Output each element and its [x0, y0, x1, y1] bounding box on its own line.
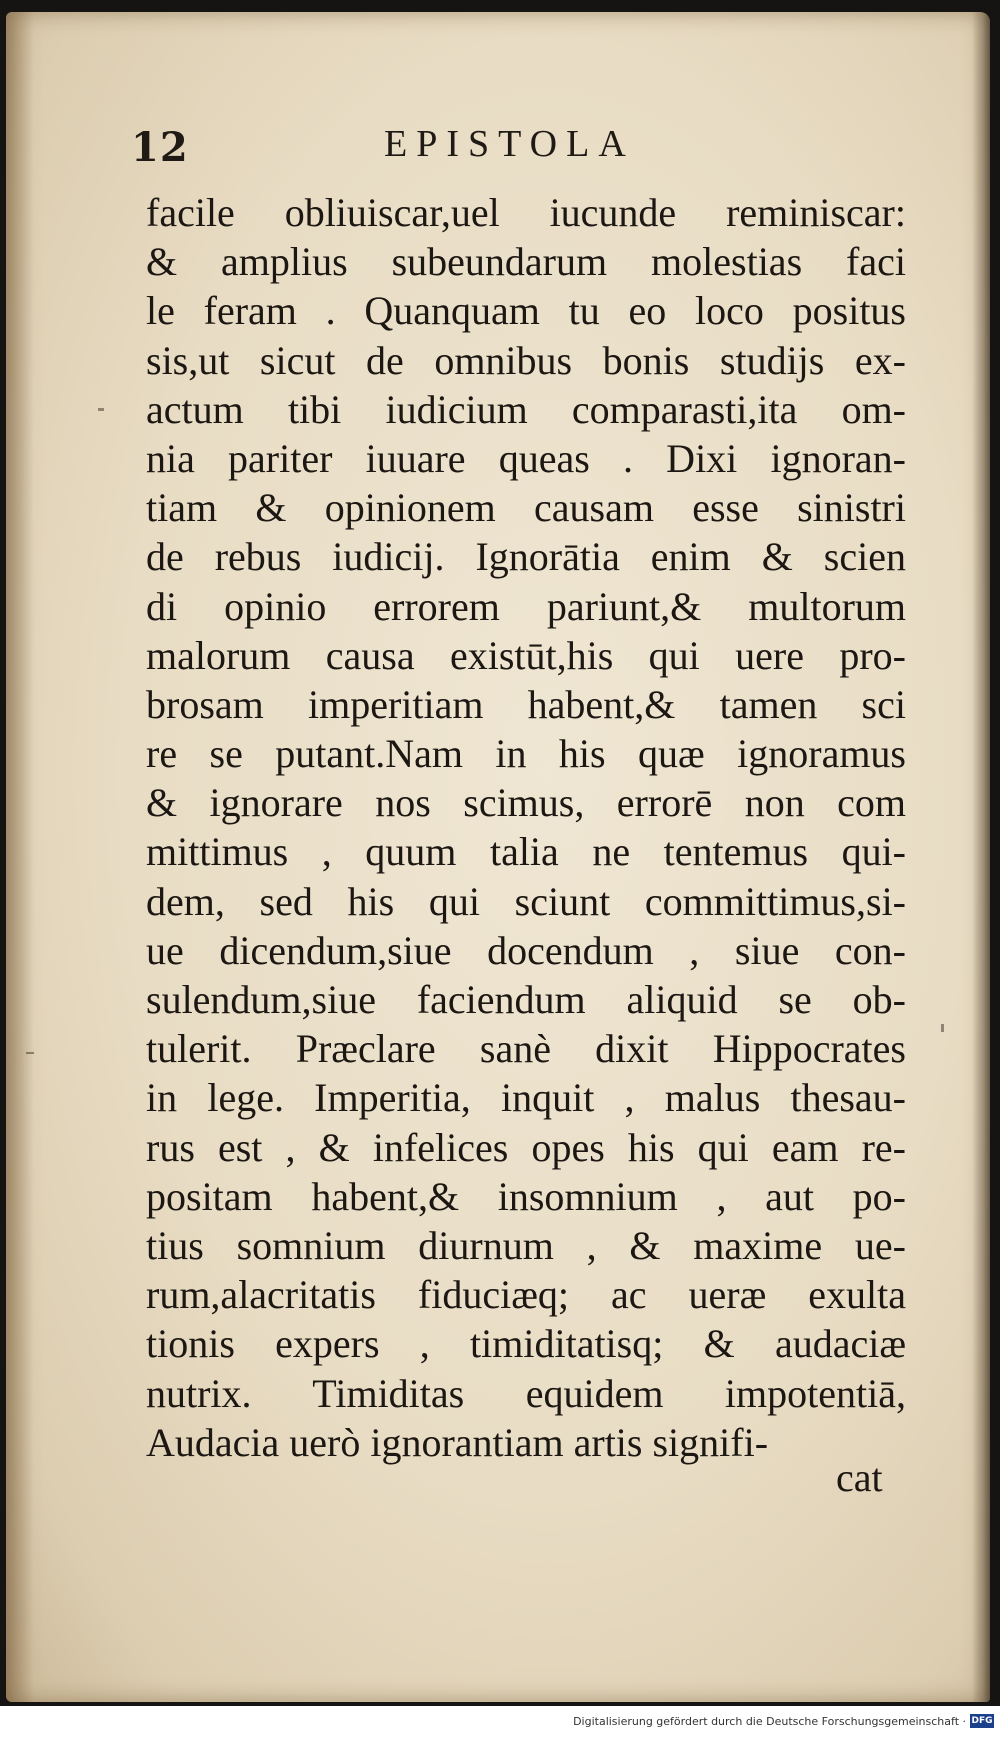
- text-line: dem, sed his qui sciunt committimus,si-: [146, 878, 906, 924]
- text-line: & amplius subeundarum molestias faci: [146, 239, 906, 285]
- text-line: rus est , & infelices opes his qui eam re-: [146, 1124, 906, 1170]
- text-line: rum,alacritatis fiduciæq; ac ueræ exulta: [146, 1272, 906, 1318]
- text-line: tulerit. Præclare sanè dixit Hippocrates: [146, 1026, 906, 1072]
- text-line: in lege. Imperitia, inquit , malus thesau-: [146, 1075, 906, 1121]
- text-line: sis,ut sicut de omnibus bonis studijs ex-: [146, 337, 906, 383]
- catchword: cat: [836, 1455, 883, 1500]
- gutter-shadow: [6, 12, 34, 1702]
- text-line: le feram . Quanquam tu eo loco positus: [146, 288, 906, 334]
- page-number: 12: [131, 124, 189, 171]
- text-line: & ignorare nos scimus, errorē non com: [146, 780, 906, 826]
- running-title: EPISTOLA: [384, 123, 635, 165]
- ink-speck: [26, 1052, 34, 1054]
- text-line: ue dicendum,siue docendum , siue con-: [146, 927, 906, 973]
- text-line: sulendum,siue faciendum aliquid se ob-: [146, 977, 906, 1022]
- text-line: positam habent,& insomnium , aut po-: [146, 1173, 906, 1219]
- text-line: malorum causa existūt,his qui uere pro-: [146, 632, 906, 678]
- dfg-logo: DFG: [971, 1716, 993, 1726]
- text-line: mittimus , quum talia ne tentemus qui-: [146, 829, 906, 875]
- text-line: brosam imperitiam habent,& tamen sci: [146, 681, 906, 727]
- body-text: [146, 188, 906, 1467]
- text-line: actum tibi iudicium comparasti,ita om-: [146, 386, 906, 432]
- running-head: [6, 116, 990, 172]
- ink-speck: [98, 408, 104, 411]
- text-line: nia pariter iuuare queas . Dixi ignoran-: [146, 435, 906, 481]
- text-line: nutrix. Timiditas equidem impotentiā,: [146, 1370, 906, 1416]
- text-line: Audacia uerò ignorantiam artis signifi-: [146, 1419, 769, 1465]
- ink-speck: [941, 1024, 944, 1032]
- text-line: de rebus iudicij. Ignorātia enim & scien: [146, 534, 906, 580]
- text-line: tiam & opinionem causam esse sinistri: [146, 485, 906, 531]
- text-line: re se putant.Nam in his quæ ignoramus: [146, 731, 906, 777]
- text-line: facile obliuiscar,uel iucunde reminiscar:: [146, 190, 906, 235]
- footer-bar: [0, 1706, 1000, 1739]
- text-line: tionis expers , timiditatisq; & audaciæ: [146, 1321, 906, 1367]
- text-line: di opinio errorem pariunt,& multorum: [146, 583, 906, 629]
- funding-credit: Digitalisierung gefördert durch die Deutsche Forschungsgemeinschaft ·: [573, 1715, 966, 1728]
- book-page: [6, 12, 990, 1702]
- page-edge-shadow: [972, 12, 990, 1702]
- text-line: tius somnium diurnum , & maxime ue-: [146, 1222, 906, 1268]
